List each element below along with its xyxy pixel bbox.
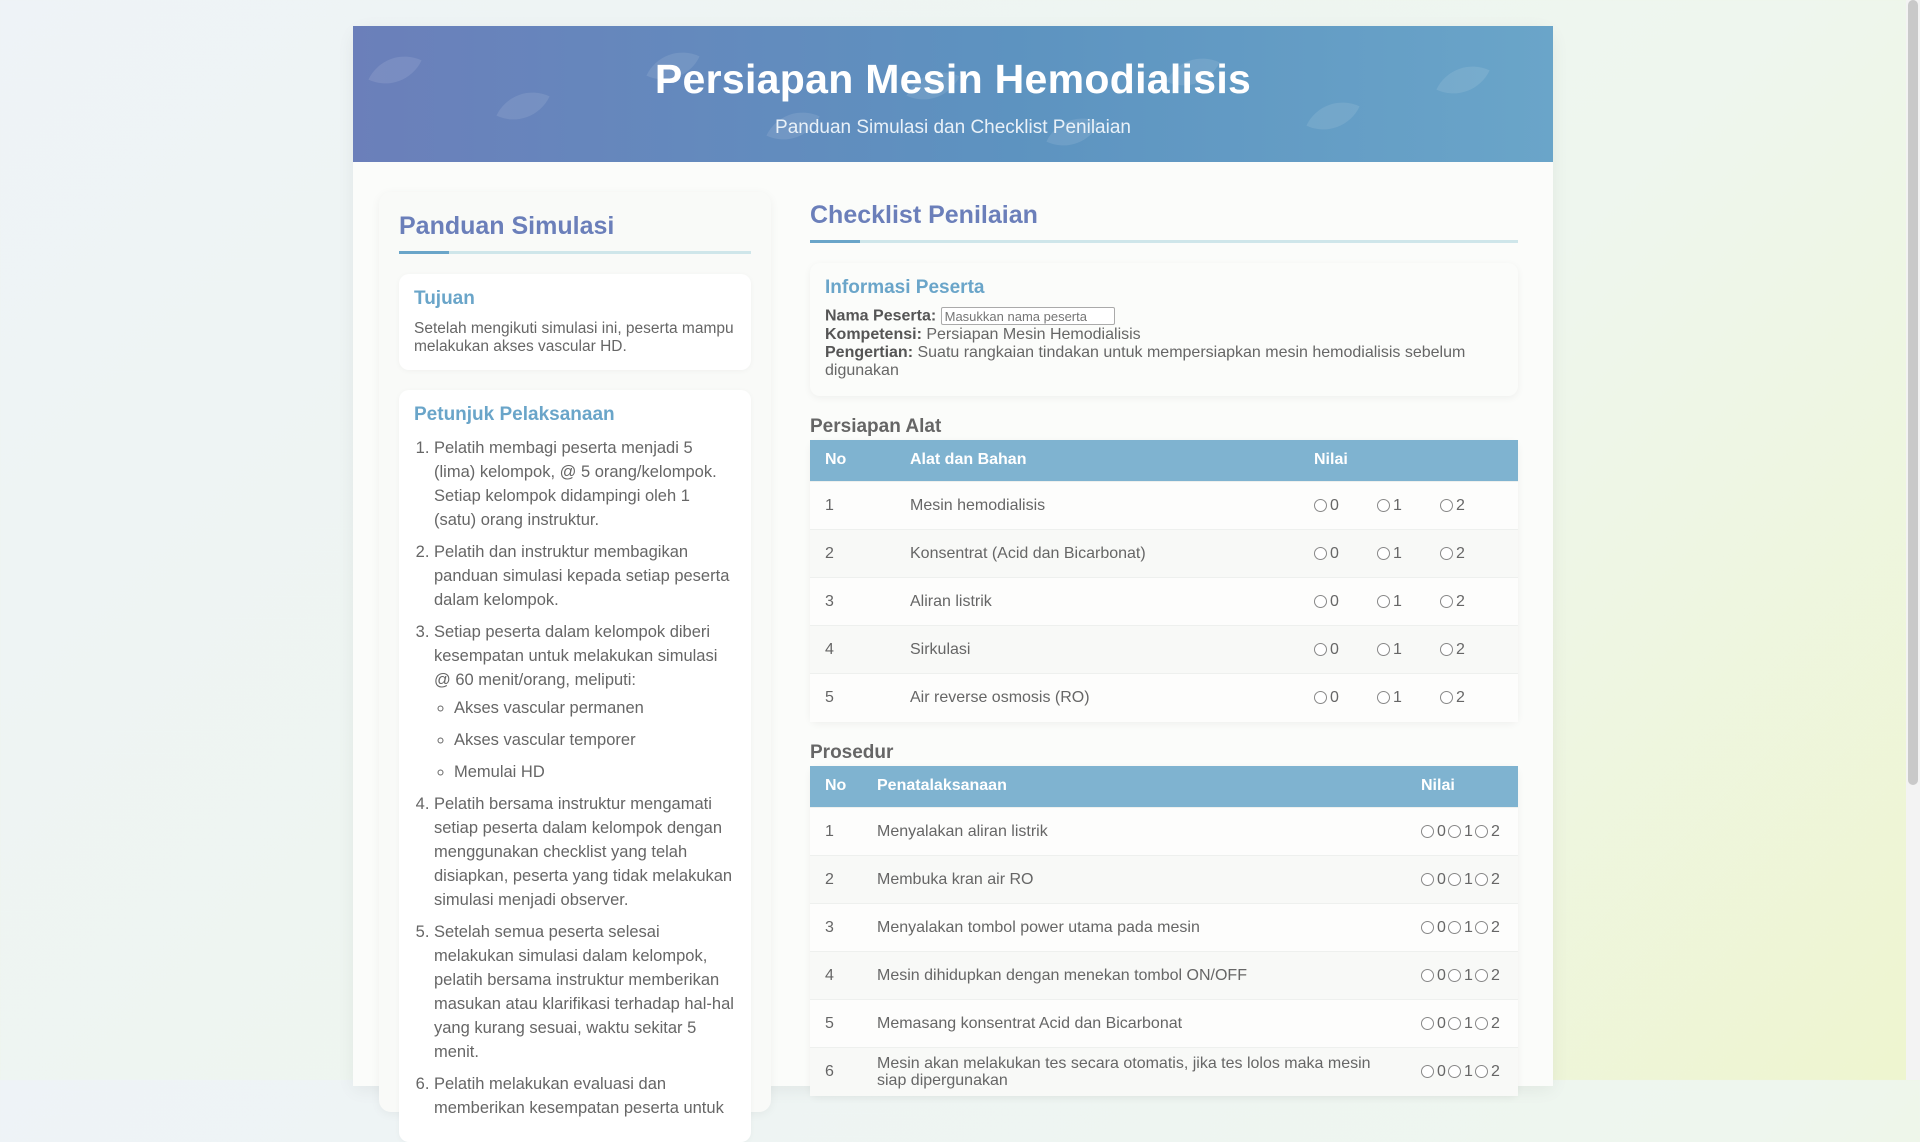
- table-row: [810, 578, 1518, 626]
- score-label: 2: [1456, 640, 1465, 658]
- score-label: 2: [1456, 544, 1465, 562]
- row-score: [1406, 856, 1518, 904]
- row-number: 1: [810, 808, 862, 856]
- score-label: 0: [1330, 496, 1339, 514]
- radio-circle-icon[interactable]: [1377, 547, 1390, 560]
- alat-title: Persiapan Alat: [810, 415, 942, 437]
- row-number: 3: [810, 904, 862, 952]
- score-radio-0[interactable]: [1314, 497, 1377, 515]
- alat-header-row: [810, 440, 1518, 482]
- radio-circle-icon[interactable]: [1448, 1017, 1461, 1030]
- kompetensi-label: Kompetensi:: [825, 325, 922, 343]
- score-radio-0[interactable]: [1421, 823, 1448, 841]
- page-subtitle: Panduan Simulasi dan Checklist Penilaian: [775, 117, 1131, 138]
- score-radio-2[interactable]: [1475, 1063, 1502, 1081]
- row-item: Aliran listrik: [895, 578, 1299, 626]
- nama-row: [825, 307, 1503, 326]
- radio-circle-icon[interactable]: [1475, 825, 1488, 838]
- row-score: [1299, 578, 1518, 626]
- score-label: 1: [1464, 966, 1473, 984]
- nama-label: Nama Peserta:: [825, 307, 937, 325]
- score-radio-group[interactable]: [1421, 871, 1503, 889]
- table-row: [810, 1048, 1518, 1096]
- radio-circle-icon[interactable]: [1377, 499, 1390, 512]
- alat-col-item: Alat dan Bahan: [910, 451, 1027, 469]
- tujuan-text: Setelah mengikuti simulasi ini, peserta mampu melakukan akses vascular HD.: [414, 320, 734, 355]
- pengertian-value: Suatu rangkaian tindakan untuk mempersiapkan mesin hemodialisis sebelum digunakan: [825, 343, 1466, 379]
- score-radio-2[interactable]: [1475, 967, 1502, 985]
- petunjuk-card: [399, 390, 751, 1142]
- row-number: 6: [810, 1048, 862, 1096]
- row-score: [1406, 952, 1518, 1000]
- score-radio-0[interactable]: [1421, 919, 1448, 937]
- score-radio-1[interactable]: [1448, 871, 1475, 889]
- petunjuk-heading: Petunjuk Pelaksanaan: [414, 404, 615, 425]
- radio-circle-icon[interactable]: [1440, 499, 1453, 512]
- petunjuk-step: [434, 620, 736, 784]
- row-number: 2: [810, 530, 895, 578]
- score-label: 0: [1437, 1062, 1446, 1080]
- row-score: [1406, 808, 1518, 856]
- row-score: [1299, 626, 1518, 674]
- petunjuk-subitem: ◦ Akses vascular permanen: [454, 696, 736, 720]
- score-label: 1: [1393, 688, 1402, 706]
- checklist-panel: [810, 201, 1518, 1096]
- score-label: 1: [1464, 1014, 1473, 1032]
- radio-circle-icon[interactable]: [1314, 499, 1327, 512]
- radio-circle-icon[interactable]: [1448, 873, 1461, 886]
- table-row: [810, 530, 1518, 578]
- row-score: [1299, 530, 1518, 578]
- kompetensi-row: [825, 326, 1503, 344]
- score-radio-group[interactable]: [1421, 823, 1503, 841]
- row-number: 4: [810, 952, 862, 1000]
- score-radio-2[interactable]: [1440, 497, 1503, 515]
- pengertian-label: Pengertian:: [825, 343, 914, 361]
- row-item: Sirkulasi: [895, 626, 1299, 674]
- page-header: [353, 26, 1553, 162]
- table-row: [810, 1000, 1518, 1048]
- scrollbar-thumb[interactable]: [1908, 0, 1918, 785]
- row-item: Konsentrat (Acid dan Bicarbonat): [895, 530, 1299, 578]
- radio-circle-icon[interactable]: [1377, 643, 1390, 656]
- score-label: 1: [1393, 544, 1402, 562]
- prosedur-header-row: [810, 766, 1518, 808]
- petunjuk-step: 4. Pelatih bersama instruktur mengamati setiap peserta dalam kelompok dengan menggunakan checklist yang telah disiapkan, peserta yang tidak melakukan simulasi menjadi observer.: [434, 792, 736, 912]
- radio-circle-icon[interactable]: [1448, 825, 1461, 838]
- score-radio-0[interactable]: [1421, 1015, 1448, 1033]
- petunjuk-step: 5. Setelah semua peserta selesai melakukan simulasi dalam kelompok, pelatih bersama instruktur memberikan masukan atau klarifikasi terhadap hal-hal yang kurang sesuai, waktu sekitar 5 menit.: [434, 920, 736, 1064]
- petunjuk-list: [414, 436, 736, 1120]
- tujuan-card: [399, 274, 751, 370]
- score-label: 1: [1464, 870, 1473, 888]
- row-item: Membuka kran air RO: [862, 856, 1406, 904]
- score-label: 2: [1491, 918, 1500, 936]
- score-label: 0: [1330, 688, 1339, 706]
- score-radio-2[interactable]: [1475, 871, 1502, 889]
- score-radio-group[interactable]: [1314, 689, 1503, 707]
- alat-col-no: No: [825, 451, 847, 469]
- petunjuk-step: 6. Pelatih melakukan evaluasi dan memberikan kesempatan peserta untuk: [434, 1072, 736, 1120]
- petunjuk-step: 2. Pelatih dan instruktur membagikan panduan simulasi kepada setiap peserta dalam kelompok.: [434, 540, 736, 612]
- info-peserta-card: [810, 263, 1518, 396]
- score-label: 0: [1437, 822, 1446, 840]
- radio-circle-icon[interactable]: [1475, 873, 1488, 886]
- row-item: Menyalakan aliran listrik: [862, 808, 1406, 856]
- score-label: 0: [1330, 592, 1339, 610]
- radio-circle-icon[interactable]: [1314, 595, 1327, 608]
- score-label: 0: [1330, 544, 1339, 562]
- radio-circle-icon[interactable]: [1421, 1065, 1434, 1078]
- row-number: 2: [810, 856, 862, 904]
- score-radio-group[interactable]: [1314, 497, 1503, 515]
- radio-circle-icon[interactable]: [1448, 969, 1461, 982]
- score-radio-group[interactable]: [1314, 641, 1503, 659]
- row-item: Memasang konsentrat Acid dan Bicarbonat: [862, 1000, 1406, 1048]
- score-radio-2[interactable]: [1475, 1015, 1502, 1033]
- row-item: Mesin hemodialisis: [895, 482, 1299, 530]
- radio-circle-icon[interactable]: [1421, 921, 1434, 934]
- kompetensi-value: Persiapan Mesin Hemodialisis: [926, 325, 1141, 343]
- score-radio-1[interactable]: [1448, 1063, 1475, 1081]
- score-label: 1: [1464, 822, 1473, 840]
- radio-circle-icon[interactable]: [1314, 643, 1327, 656]
- score-radio-2[interactable]: [1440, 545, 1503, 563]
- page-scrollbar[interactable]: [1906, 0, 1920, 1080]
- score-radio-group[interactable]: [1421, 919, 1503, 937]
- prosedur-col-item: Penatalaksanaan: [877, 777, 1007, 795]
- score-radio-2[interactable]: [1440, 689, 1503, 707]
- petunjuk-step: 1. Pelatih membagi peserta menjadi 5 (lima) kelompok, @ 5 orang/kelompok. Setiap kelompok didampingi oleh 1 (satu) orang instruktur.: [434, 436, 736, 532]
- radio-circle-icon[interactable]: [1475, 969, 1488, 982]
- petunjuk-subitem: ◦ Akses vascular temporer: [454, 728, 736, 752]
- row-score: [1406, 1000, 1518, 1048]
- row-number: 4: [810, 626, 895, 674]
- radio-circle-icon[interactable]: [1440, 547, 1453, 560]
- row-item: Air reverse osmosis (RO): [895, 674, 1299, 722]
- radio-circle-icon[interactable]: [1421, 1017, 1434, 1030]
- score-radio-0[interactable]: [1314, 593, 1377, 611]
- score-label: 1: [1464, 1062, 1473, 1080]
- table-row: [810, 952, 1518, 1000]
- score-label: 0: [1437, 966, 1446, 984]
- radio-circle-icon[interactable]: [1475, 921, 1488, 934]
- score-radio-group[interactable]: [1421, 967, 1503, 985]
- table-row: [810, 808, 1518, 856]
- tujuan-heading: Tujuan: [414, 288, 475, 309]
- prosedur-col-nilai: Nilai: [1421, 777, 1455, 795]
- score-label: 2: [1456, 496, 1465, 514]
- row-number: 3: [810, 578, 895, 626]
- score-radio-2[interactable]: [1475, 919, 1502, 937]
- row-number: 5: [810, 674, 895, 722]
- table-row: [810, 482, 1518, 530]
- radio-circle-icon[interactable]: [1421, 873, 1434, 886]
- score-radio-1[interactable]: [1377, 545, 1440, 563]
- row-score: [1406, 904, 1518, 952]
- row-item: Mesin akan melakukan tes secara otomatis, jika tes lolos maka mesin siap dipergunakan: [862, 1048, 1406, 1096]
- score-radio-2[interactable]: [1475, 823, 1502, 841]
- radio-circle-icon[interactable]: [1448, 1065, 1461, 1078]
- score-label: 1: [1393, 640, 1402, 658]
- row-item: Menyalakan tombol power utama pada mesin: [862, 904, 1406, 952]
- score-radio-group[interactable]: [1421, 1015, 1503, 1033]
- radio-circle-icon[interactable]: [1314, 547, 1327, 560]
- score-label: 0: [1437, 918, 1446, 936]
- radio-circle-icon[interactable]: [1314, 691, 1327, 704]
- score-label: 2: [1491, 1062, 1500, 1080]
- table-row: [810, 626, 1518, 674]
- radio-circle-icon[interactable]: [1440, 691, 1453, 704]
- score-label: 2: [1456, 592, 1465, 610]
- panduan-title: Panduan Simulasi: [399, 212, 751, 254]
- score-radio-0[interactable]: [1314, 641, 1377, 659]
- page-container: [353, 26, 1553, 1117]
- score-label: 1: [1393, 496, 1402, 514]
- score-radio-0[interactable]: [1314, 689, 1377, 707]
- petunjuk-sublist: [434, 696, 736, 784]
- score-radio-1[interactable]: [1377, 641, 1440, 659]
- panduan-panel: [379, 192, 771, 1117]
- alat-col-nilai: Nilai: [1314, 451, 1348, 469]
- radio-circle-icon[interactable]: [1448, 921, 1461, 934]
- row-score: [1299, 482, 1518, 530]
- score-radio-0[interactable]: [1421, 1063, 1448, 1081]
- petunjuk-step-text: Setiap peserta dalam kelompok diberi kesempatan untuk melakukan simulasi @ 60 menit/orang, meliputi:: [434, 623, 718, 689]
- row-number: 1: [810, 482, 895, 530]
- score-radio-2[interactable]: [1440, 641, 1503, 659]
- table-row: [810, 904, 1518, 952]
- row-score: [1299, 674, 1518, 722]
- table-row: [810, 674, 1518, 722]
- radio-circle-icon[interactable]: [1421, 825, 1434, 838]
- score-radio-1[interactable]: [1377, 689, 1440, 707]
- score-label: 2: [1491, 966, 1500, 984]
- page-title: Persiapan Mesin Hemodialisis: [654, 56, 1252, 102]
- checklist-title: Checklist Penilaian: [810, 201, 1518, 243]
- score-label: 0: [1437, 870, 1446, 888]
- radio-circle-icon[interactable]: [1440, 595, 1453, 608]
- row-number: 5: [810, 1000, 862, 1048]
- score-radio-group[interactable]: [1421, 1063, 1503, 1081]
- radio-circle-icon[interactable]: [1475, 1065, 1488, 1078]
- score-radio-group[interactable]: [1314, 593, 1503, 611]
- radio-circle-icon[interactable]: [1440, 643, 1453, 656]
- score-radio-1[interactable]: [1377, 497, 1440, 515]
- score-label: 2: [1456, 688, 1465, 706]
- table-row: [810, 856, 1518, 904]
- score-label: 1: [1464, 918, 1473, 936]
- nama-peserta-input[interactable]: [941, 307, 1115, 325]
- score-radio-1[interactable]: [1448, 967, 1475, 985]
- score-radio-2[interactable]: [1440, 593, 1503, 611]
- info-heading: Informasi Peserta: [825, 277, 985, 298]
- alat-table: [810, 440, 1518, 722]
- pengertian-row: [825, 344, 1503, 380]
- row-item: Mesin dihidupkan dengan menekan tombol ON/OFF: [862, 952, 1406, 1000]
- prosedur-col-no: No: [825, 777, 847, 795]
- radio-circle-icon[interactable]: [1377, 691, 1390, 704]
- prosedur-table: [810, 766, 1518, 1096]
- radio-circle-icon[interactable]: [1475, 1017, 1488, 1030]
- score-label: 2: [1491, 1014, 1500, 1032]
- score-radio-1[interactable]: [1448, 1015, 1475, 1033]
- score-radio-1[interactable]: [1377, 593, 1440, 611]
- score-label: 1: [1393, 592, 1402, 610]
- score-radio-group[interactable]: [1314, 545, 1503, 563]
- score-radio-0[interactable]: [1421, 967, 1448, 985]
- score-label: 0: [1330, 640, 1339, 658]
- radio-circle-icon[interactable]: [1421, 969, 1434, 982]
- petunjuk-subitem: ◦ Memulai HD: [454, 760, 736, 784]
- score-radio-1[interactable]: [1448, 919, 1475, 937]
- row-score: [1406, 1048, 1518, 1096]
- score-label: 2: [1491, 870, 1500, 888]
- score-radio-0[interactable]: [1421, 871, 1448, 889]
- score-label: 2: [1491, 822, 1500, 840]
- score-radio-0[interactable]: [1314, 545, 1377, 563]
- radio-circle-icon[interactable]: [1377, 595, 1390, 608]
- score-label: 0: [1437, 1014, 1446, 1032]
- score-radio-1[interactable]: [1448, 823, 1475, 841]
- prosedur-title: Prosedur: [810, 741, 894, 763]
